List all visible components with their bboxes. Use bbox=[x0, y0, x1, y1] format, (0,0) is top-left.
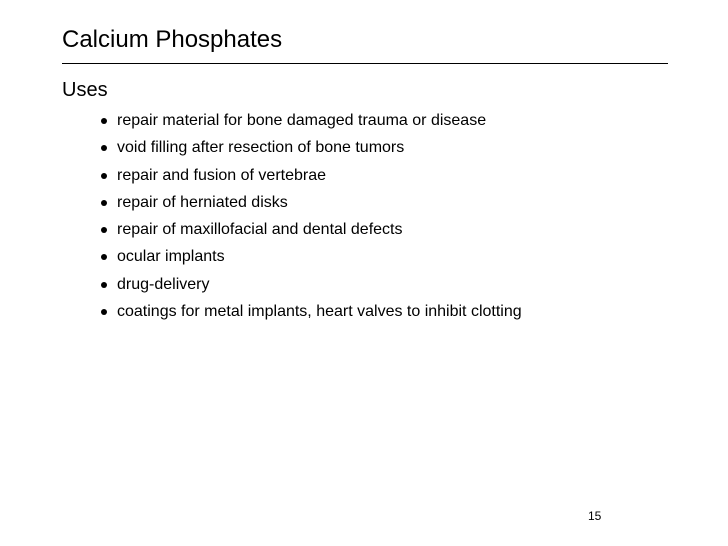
page-number: 15 bbox=[588, 509, 602, 523]
bullet-text: coatings for metal implants, heart valves to inhibit clotting bbox=[117, 303, 522, 321]
bullet-text: ocular implants bbox=[117, 248, 225, 266]
bullet-text: drug-delivery bbox=[117, 275, 210, 293]
bullet-text: repair and fusion of vertebrae bbox=[117, 166, 327, 184]
slide-title: Calcium Phosphates bbox=[62, 26, 283, 53]
bullet-text: repair material for bone damaged trauma or disease bbox=[117, 112, 487, 129]
bullet-text: repair of maxillofacial and dental defects bbox=[117, 221, 403, 239]
bullet-icon bbox=[101, 200, 107, 206]
bullet-icon bbox=[101, 118, 107, 124]
bullet-icon bbox=[101, 173, 107, 179]
section-heading: Uses bbox=[62, 79, 108, 101]
bullet-text: repair of herniated disks bbox=[117, 193, 288, 211]
bullet-text: void filling after resection of bone tumors bbox=[117, 139, 405, 157]
title-divider bbox=[62, 63, 668, 64]
bullet-icon bbox=[101, 254, 107, 260]
bullet-icon bbox=[101, 145, 107, 151]
bullet-icon bbox=[101, 282, 107, 288]
bullet-icon bbox=[101, 309, 107, 315]
bullet-icon bbox=[101, 227, 107, 233]
